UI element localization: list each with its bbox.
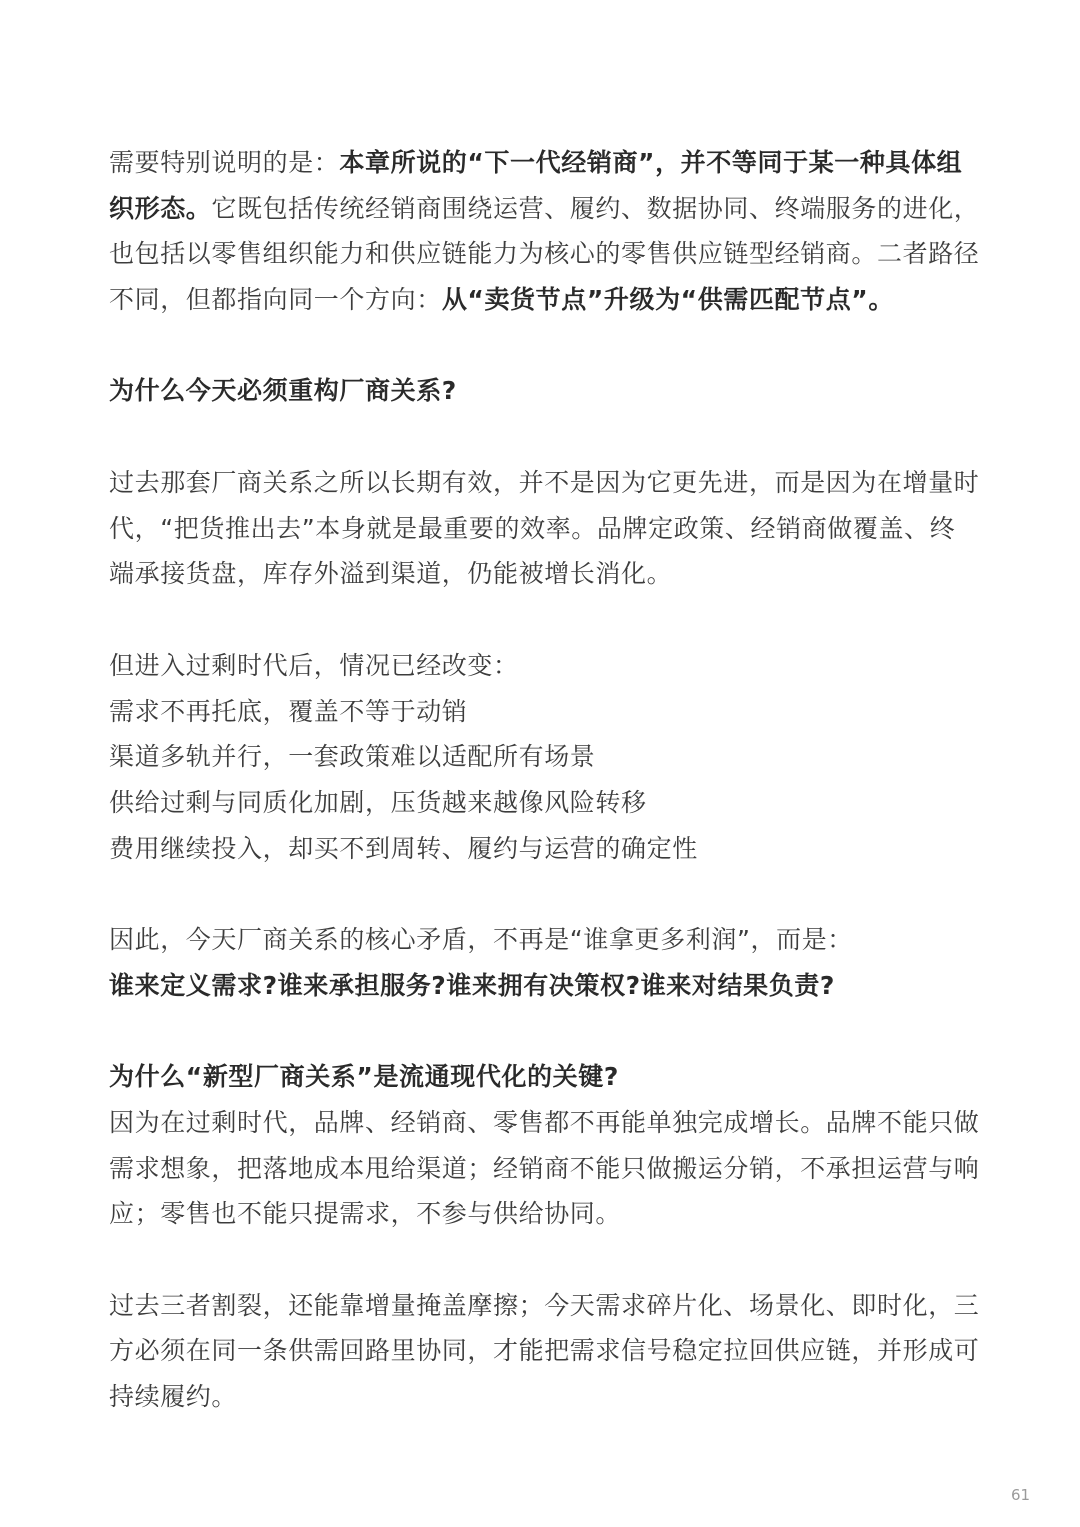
section-heading-1: 为什么今天必须重构厂商关系? [109, 376, 457, 405]
list-item: 费用继续投入，却买不到周转、履约与运营的确定性 [109, 834, 698, 863]
paragraph-2-line-3: 端承接货盘，库存外溢到渠道，仍能被增长消化。 [109, 559, 673, 588]
section-heading-2: 为什么“新型厂商关系”是流通现代化的关键? [109, 1062, 619, 1091]
paragraph-1-line-2 [109, 192, 979, 226]
paragraph-5-line-3: 应；零售也不能只提需求，不参与供给协同。 [109, 1199, 622, 1228]
page-number: 61 [1011, 1486, 1031, 1504]
paragraph-1-emphasis: 织形态。 [109, 194, 212, 223]
paragraph-4-line-1: 因此，今天厂商关系的核心矛盾，不再是“谁拿更多利润”，而是： [109, 925, 853, 954]
paragraph-1-emphasis: 从“卖货节点”升级为“供需匹配节点”。 [441, 285, 894, 314]
paragraph-3-intro: 但进入过剩时代后，情况已经改变： [109, 651, 519, 680]
paragraph-6-line-1: 过去三者割裂，还能靠增量掩盖摩擦；今天需求碎片化、场景化、即时化，三 [109, 1291, 980, 1320]
paragraph-1-text: 不同，但都指向同一个方向： [109, 285, 442, 314]
list-item: 渠道多轨并行，一套政策难以适配所有场景 [109, 742, 596, 771]
paragraph-1-text: 它既包括传统经销商围绕运营、履约、数据协同、终端服务的进化， [211, 194, 980, 223]
paragraph-5-line-2: 需求想象，把落地成本甩给渠道；经销商不能只做搬运分销，不承担运营与响 [109, 1154, 980, 1183]
paragraph-1-line-3: 也包括以零售组织能力和供应链能力为核心的零售供应链型经销商。二者路径 [109, 239, 980, 268]
paragraph-1-line-1 [109, 146, 962, 180]
paragraph-6-line-3: 持续履约。 [109, 1382, 238, 1411]
paragraph-6-line-2: 方必须在同一条供需回路里协同，才能把需求信号稳定拉回供应链，并形成可 [109, 1336, 980, 1365]
paragraph-4-questions: 谁来定义需求?谁来承担服务?谁来拥有决策权?谁来对结果负责? [109, 971, 836, 1000]
paragraph-1-text: 需要特别说明的是： [109, 148, 340, 177]
list-item: 供给过剩与同质化加剧，压货越来越像风险转移 [109, 788, 647, 817]
list-item: 需求不再托底，覆盖不等于动销 [109, 697, 468, 726]
paragraph-2-line-1: 过去那套厂商关系之所以长期有效，并不是因为它更先进，而是因为在增量时 [109, 468, 980, 497]
paragraph-1-line-4 [109, 283, 894, 317]
paragraph-2-line-2: 代，“把货推出去”本身就是最重要的效率。品牌定政策、经销商做覆盖、终 [109, 514, 956, 543]
paragraph-5-line-1: 因为在过剩时代，品牌、经销商、零售都不再能单独完成增长。品牌不能只做 [109, 1108, 980, 1137]
paragraph-1-emphasis: 本章所说的“下一代经销商”，并不等同于某一种具体组 [339, 148, 963, 177]
